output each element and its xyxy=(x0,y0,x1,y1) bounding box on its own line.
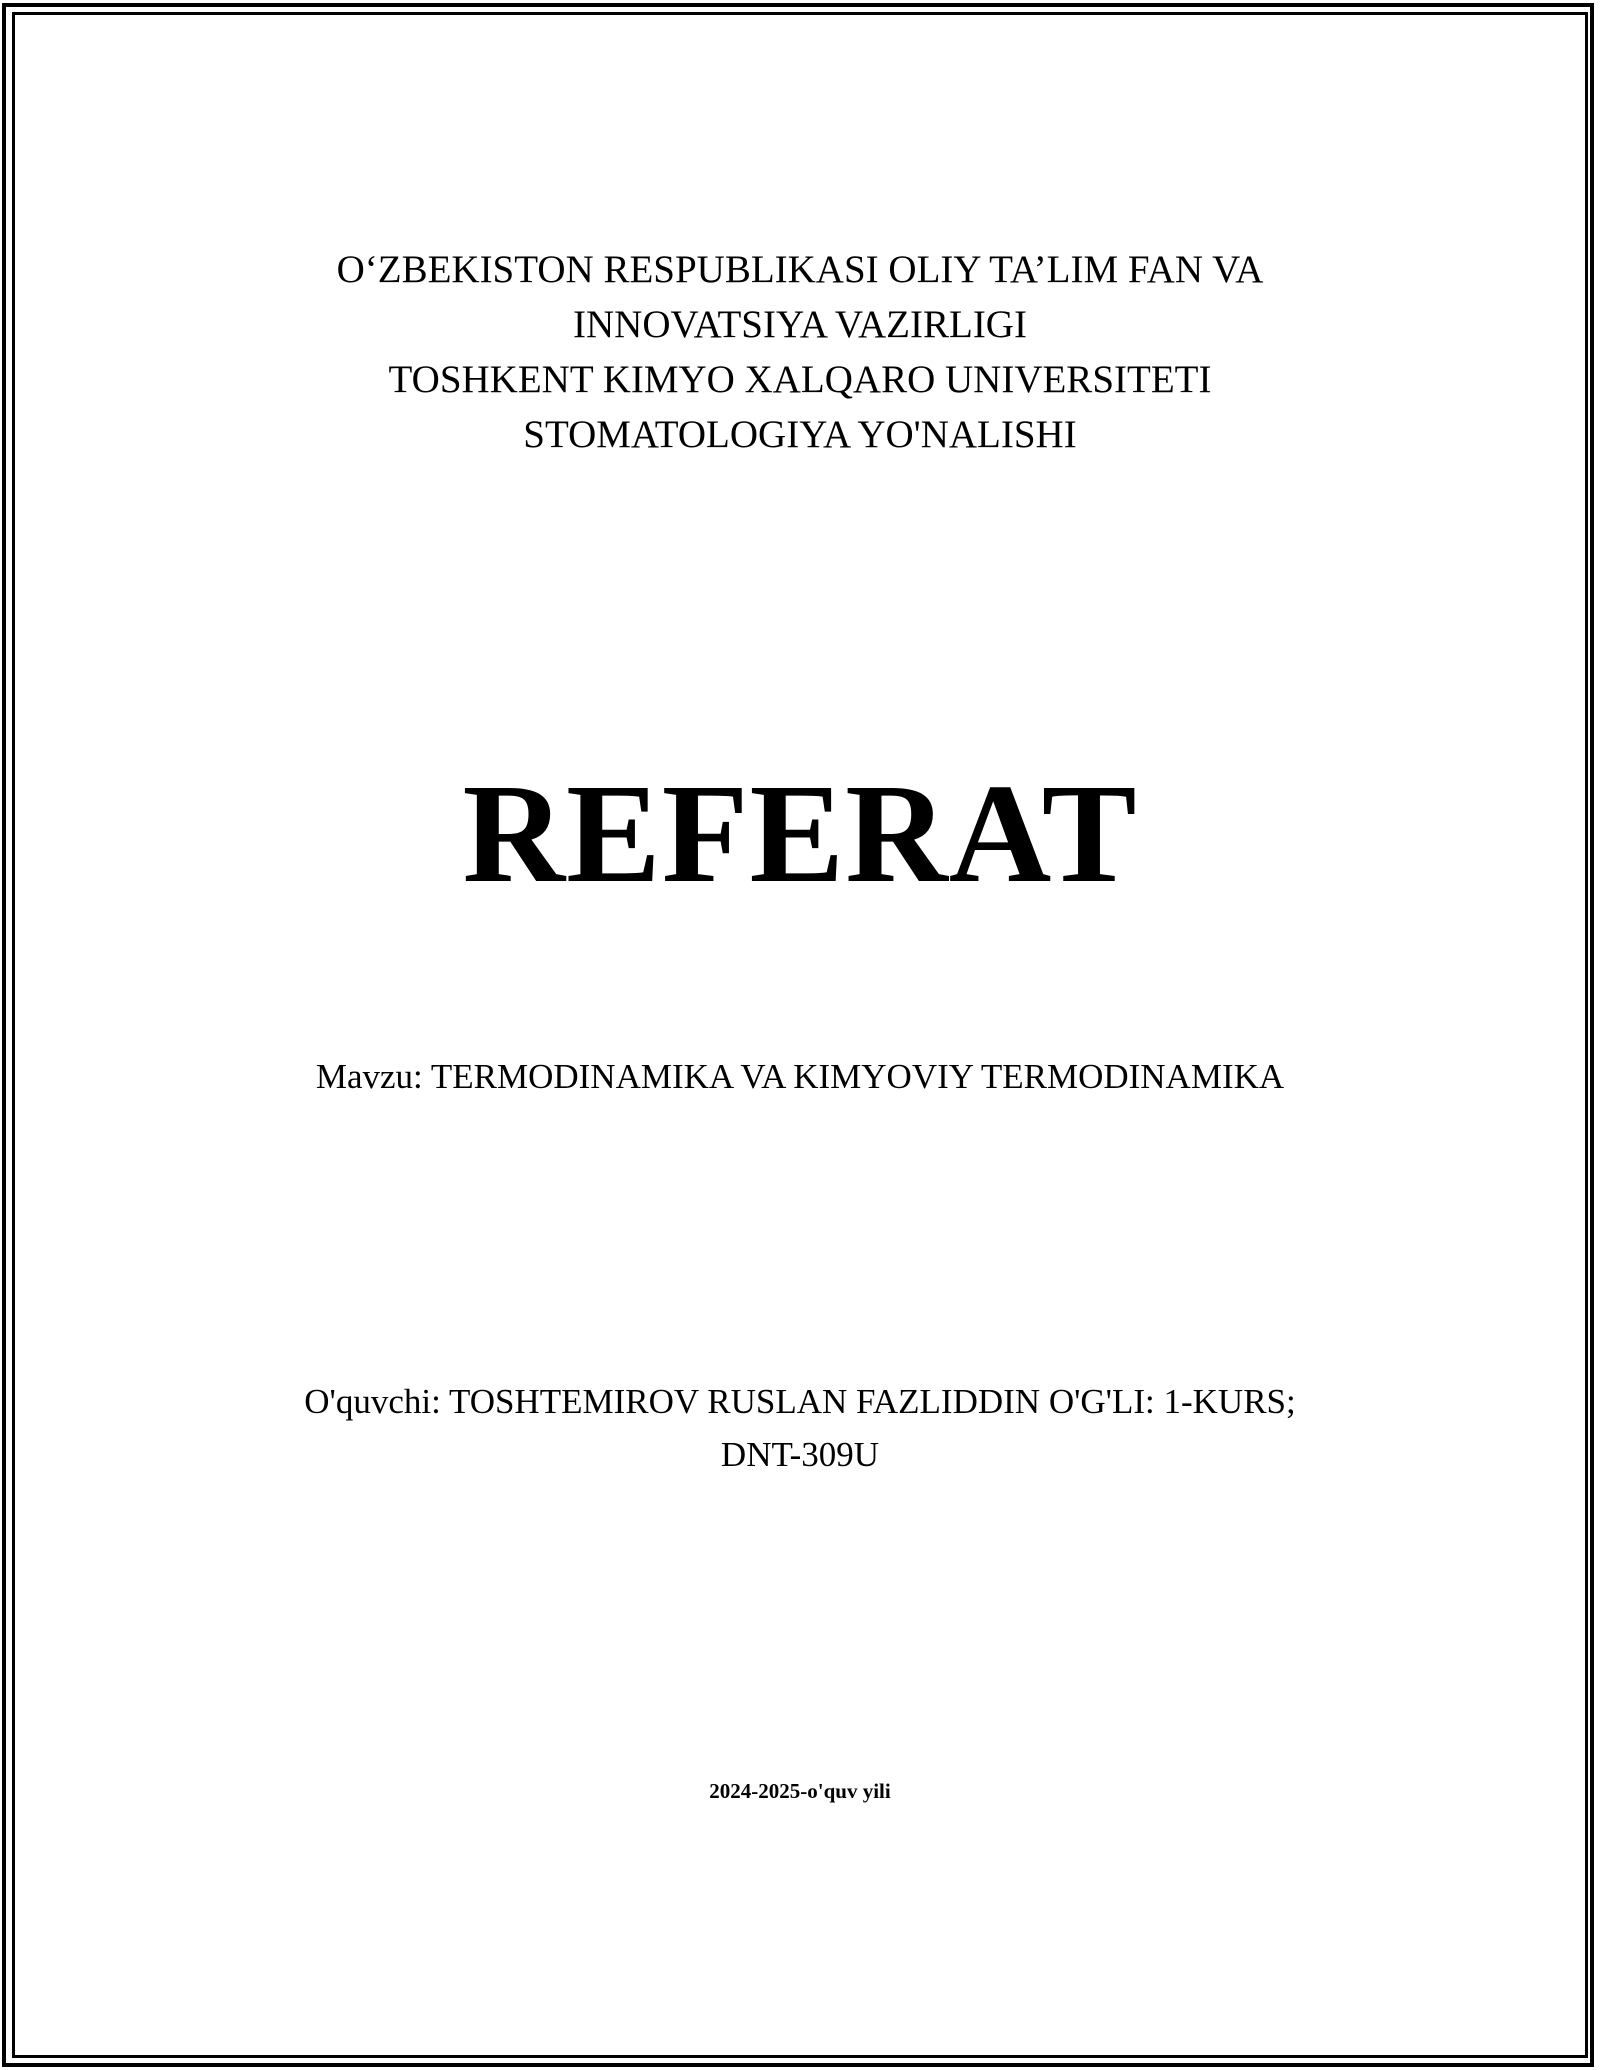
header-line-ministry-1: O‘ZBEKISTON RESPUBLIKASI OLIY TA’LIM FAN VA xyxy=(336,248,1264,291)
header-line-university: TOSHKENT KIMYO XALQARO UNIVERSITETI xyxy=(388,358,1212,401)
document-title: REFERAT xyxy=(462,754,1138,912)
academic-year: 2024-2025-o'quv yili xyxy=(709,1779,891,1803)
header-line-department: STOMATOLOGIYA YO'NALISHI xyxy=(523,413,1077,456)
student-line-2: DNT-309U xyxy=(720,1435,880,1474)
student-info xyxy=(0,1375,1600,1481)
student-line-1: O'quvchi: TOSHTEMIROV RUSLAN FAZLIDDIN O'G'LI: 1-KURS; xyxy=(304,1382,1296,1421)
institution-header xyxy=(0,242,1600,462)
topic-line: Mavzu: TERMODINAMIKA VA KIMYOVIY TERMODINAMIKA xyxy=(315,1057,1285,1096)
header-line-ministry-2: INNOVATSIYA VAZIRLIGI xyxy=(573,303,1027,346)
